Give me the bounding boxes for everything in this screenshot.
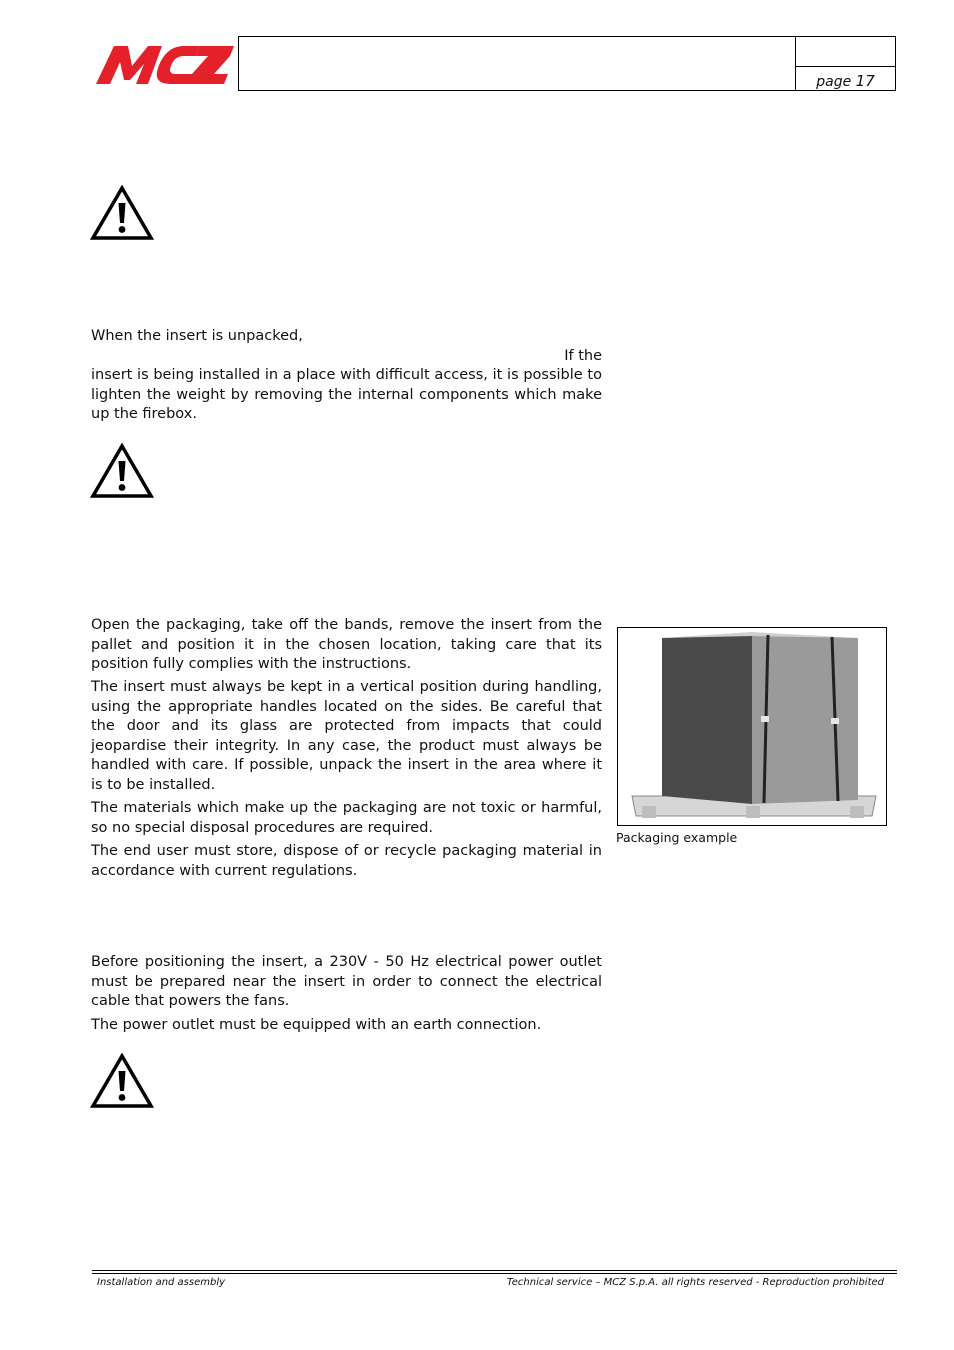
- warning-icon: [90, 1053, 154, 1109]
- mcz-logo: [92, 44, 234, 86]
- electrical-paragraph-1: Before positioning the insert, a 230V - 50 Hz electrical power outlet must be prepared near the insert in order to connect the electrical cable that powers the fans.: [91, 954, 602, 1010]
- electrical-paragraph-2: The power outlet must be equipped with an earth connection.: [91, 1017, 542, 1033]
- footer-rule-top: [92, 1270, 897, 1271]
- packaging-paragraph-1: Open the packaging, take off the bands, remove the insert from the pallet and position it in the chosen location, taking care that its position fully complies with the instructions.: [91, 617, 602, 673]
- warning-icon: [90, 185, 154, 241]
- page-word: page: [816, 74, 852, 90]
- packaging-paragraph-4: The end user must store, dispose of or recycle packaging material in accordance with current regulations.: [91, 843, 602, 879]
- footer-section-title: Installation and assembly: [97, 1277, 226, 1288]
- packaging-paragraph-2: The insert must always be kept in a vertical position during handling, using the appropriate handles located on the sides. Be careful that the door and its glass are protected from impacts that could jeopardise their integrity. In any case, the product must always be handled with care. If possible, unpack the insert in the area where it is to be installed.: [91, 679, 602, 793]
- packaging-figure: [617, 627, 887, 826]
- header-divider-horizontal: [795, 66, 895, 67]
- unpack-paragraph-start: When the insert is unpacked,: [91, 328, 303, 344]
- packaging-paragraph-3: The materials which make up the packaging are not toxic or harmful, so no special disposal procedures are required.: [91, 800, 602, 836]
- unpack-paragraph-mid: If the: [564, 348, 602, 364]
- footer-copyright: Technical service – MCZ S.p.A. all rights reserved - Reproduction prohibited: [506, 1277, 884, 1288]
- page-number-label: [796, 72, 895, 90]
- footer-rule-bottom: [92, 1273, 897, 1274]
- figure-caption: Packaging example: [616, 830, 738, 845]
- page-number: 17: [855, 72, 875, 90]
- header-box: [238, 36, 896, 91]
- packaged-insert-illustration: [618, 628, 886, 825]
- unpack-paragraph-end: insert is being installed in a place with difficult access, it is possible to lighten the weight by removing the internal components which make up the firebox.: [91, 367, 602, 423]
- warning-icon: [90, 443, 154, 499]
